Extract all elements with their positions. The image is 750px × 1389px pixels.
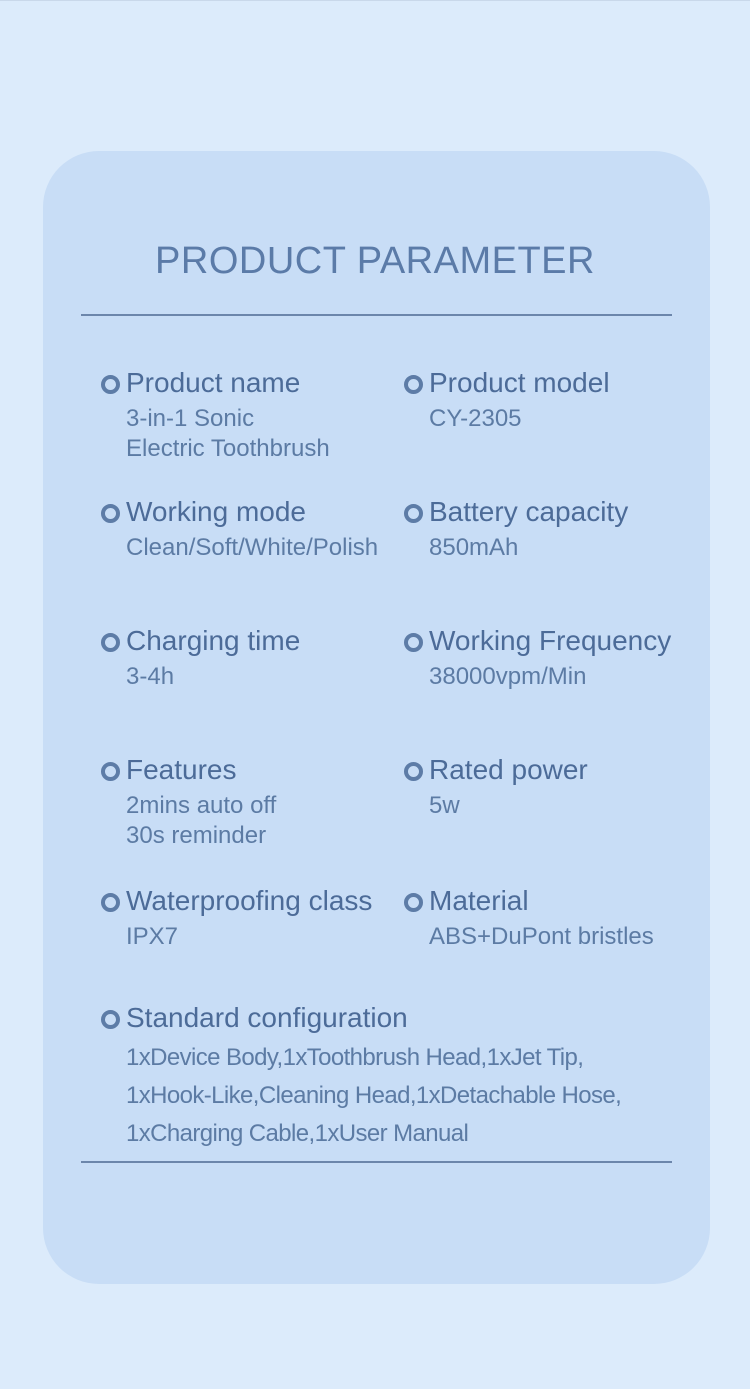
param-value-line: Electric Toothbrush [126, 435, 330, 462]
circle-bullet-icon [101, 375, 120, 394]
param-label: Battery capacity [429, 496, 629, 527]
param-value-line: 1xDevice Body,1xToothbrush Head,1xJet Tip, [126, 1044, 584, 1071]
param-value-line: 30s reminder [126, 822, 267, 849]
param-value-line: 2mins auto off [126, 792, 277, 819]
param-label: Features [126, 754, 237, 785]
circle-bullet-icon [404, 504, 423, 523]
circle-bullet-icon [404, 375, 423, 394]
circle-bullet-icon [101, 1010, 120, 1029]
circle-bullet-icon [101, 633, 120, 652]
circle-bullet-icon [404, 893, 423, 912]
circle-bullet-icon [101, 504, 120, 523]
param-label: Charging time [126, 625, 301, 656]
param-value: 850mAh [429, 534, 519, 561]
param-value [126, 1039, 621, 1153]
param-value: 38000vpm/Min [429, 663, 587, 690]
param-value: 3-4h [126, 663, 175, 690]
bottom-divider [81, 1161, 672, 1163]
param-label: Product name [126, 367, 301, 398]
top-divider [0, 0, 750, 1]
param-label: Product model [429, 367, 610, 398]
param-value: CY-2305 [429, 405, 522, 432]
circle-bullet-icon [404, 762, 423, 781]
param-value [126, 404, 330, 464]
circle-bullet-icon [101, 762, 120, 781]
param-value-line: 1xHook-Like,Cleaning Head,1xDetachable Hose, [126, 1082, 622, 1109]
param-value: Clean/Soft/White/Polish [126, 534, 379, 561]
param-label: Waterproofing class [126, 885, 373, 916]
param-value-line: 1xCharging Cable,1xUser Manual [126, 1120, 469, 1147]
param-label: Rated power [429, 754, 588, 785]
circle-bullet-icon [101, 893, 120, 912]
param-label: Material [429, 885, 529, 916]
param-value-line: 3-in-1 Sonic [126, 405, 255, 432]
param-value: 5w [429, 792, 460, 819]
param-label: Working mode [126, 496, 307, 527]
title-divider [81, 314, 672, 316]
circle-bullet-icon [404, 633, 423, 652]
param-label: Working Frequency [429, 625, 672, 656]
param-value: IPX7 [126, 923, 179, 950]
page-title: PRODUCT PARAMETER [155, 240, 595, 282]
param-value [126, 791, 276, 851]
param-value: ABS+DuPont bristles [429, 923, 654, 950]
param-label: Standard configuration [126, 1002, 408, 1033]
